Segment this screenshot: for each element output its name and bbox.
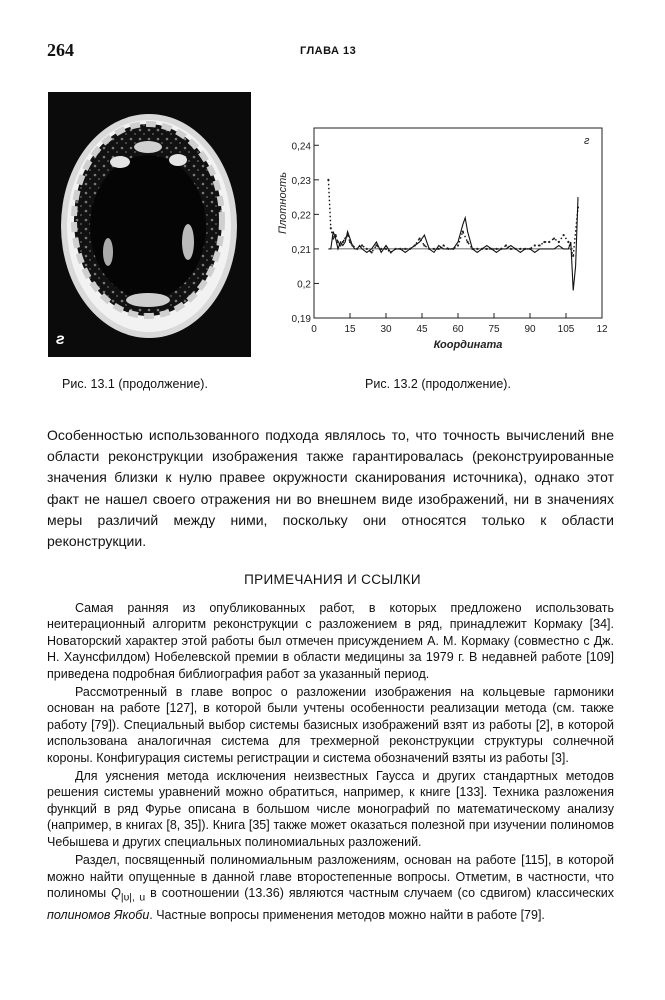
series-2-point [371, 251, 373, 253]
plot-frame [314, 128, 602, 318]
series-2-point [510, 248, 512, 250]
series-2-point [433, 248, 435, 250]
series-2-point [395, 248, 397, 250]
x-tick-label: 105 [557, 324, 575, 335]
series-2-point [327, 179, 329, 181]
x-tick-label: 0 [311, 324, 317, 335]
y-tick-label: 0,2 [297, 279, 311, 291]
figure-caption-13-1: Рис. 13.1 (продолжение). [62, 377, 208, 391]
x-tick-label: 12 [596, 324, 608, 335]
series-2-point [486, 248, 488, 250]
series-2-point [572, 255, 574, 257]
x-tick-label: 60 [452, 324, 464, 335]
reconstruction-image [48, 92, 251, 357]
series-2-point [462, 231, 464, 233]
series-2-point [443, 244, 445, 246]
series-2-point [558, 241, 560, 243]
polynomial-subscript: |υ|, u [120, 892, 146, 904]
y-tick-label: 0,21 [291, 244, 311, 256]
series-2-point [356, 248, 358, 250]
chapter-header: ГЛАВА 13 [300, 45, 357, 57]
x-axis-label: Координата [433, 339, 503, 351]
series-2-point [335, 234, 337, 236]
reconstruction-image-drawing [48, 92, 251, 357]
figure-caption-13-2: Рис. 13.2 (продолжение). [365, 377, 511, 391]
series-2-point [349, 241, 351, 243]
series-2-point [423, 244, 425, 246]
density-chart [262, 118, 632, 363]
series-2-point [339, 244, 341, 246]
series-2-point [481, 248, 483, 250]
series-2-point [375, 244, 377, 246]
series-2-point [351, 244, 353, 246]
series-2-point [399, 248, 401, 250]
intro-paragraph [47, 425, 614, 552]
note-paragraph-2: Рассмотренный в главе вопрос о разложении изображения на кольцевые гармоники основан на работе [127], в которой были учтены особенности реализации метода (см. также работу [79]). Специальный выбор системы базисных изображений взят из работы [2], в которой использована аналогичная система для трехмерной реконструкции структуры солнечной короны. Конфигурация системы регистрации и система обозначений взяты из работы [3]. [47, 685, 614, 765]
series-2-point [347, 234, 349, 236]
x-tick-label: 90 [524, 324, 536, 335]
polynomial-symbol: Q [111, 885, 121, 900]
series-2-point [529, 248, 531, 250]
page-number: 264 [47, 40, 74, 60]
intro-text: Особенностью использованного подхода являлось то, что точность вычислений вне области реконструкции изображения также гарантировалась (реконструированные значения близки к нулю правее окружности сканирования источника), однако этот факт не нашел своего отражения ни во внешнем виде изображений, ни в значениях меры различий между ними, поскольку они относятся только к области реконструкции. [47, 427, 614, 550]
series-2-point [438, 248, 440, 250]
y-tick-label: 0,22 [291, 210, 311, 222]
series-2-point [330, 227, 332, 229]
series-line-1 [328, 197, 578, 290]
series-2-point [332, 237, 334, 239]
y-tick-label: 0,23 [291, 175, 311, 187]
series-2-point [457, 244, 459, 246]
series-2-point [414, 244, 416, 246]
series-2-point [361, 244, 363, 246]
series-2-point [428, 248, 430, 250]
note-paragraph-1: Самая ранняя из опубликованных работ, в которых предложено использовать неитерационный алгоритм реконструкции с разложением в ряд, принадлежит Кормаку [34]. Новаторский характер этой работы был отмечен присуждением А. М. Кормаку (совместно с Дж. Н. Хаунсфилдом) Нобелевской премии в области медицины за 1979 г. В недавней работе [109] приведена подробная библиография работ за указанный период. [47, 601, 614, 681]
series-2-point [543, 241, 545, 243]
series-2-point [344, 237, 346, 239]
x-tick-label: 15 [344, 324, 356, 335]
panel-letter-right: г [584, 135, 590, 147]
series-2-point [447, 248, 449, 250]
series-2-point [534, 244, 536, 246]
series-2-point [539, 244, 541, 246]
series-2-point [409, 248, 411, 250]
density-chart-svg [262, 118, 632, 363]
series-2-point [380, 248, 382, 250]
series-2-point [519, 248, 521, 250]
series-2-point [577, 206, 579, 208]
series-line-2 [328, 180, 578, 256]
series-2-point [476, 248, 478, 250]
notes-section [47, 600, 614, 925]
note-paragraph-4 [47, 852, 614, 923]
y-axis-label: Плотность [277, 171, 289, 235]
series-2-point [342, 241, 344, 243]
series-2-point [467, 241, 469, 243]
series-2-point [452, 248, 454, 250]
series-2-point [404, 248, 406, 250]
note-4-part-b: в соотношении (13.36) являются частным случаем (со сдвигом) классических [145, 885, 614, 900]
series-2-point [553, 237, 555, 239]
series-2-point [491, 248, 493, 250]
series-2-point [385, 248, 387, 250]
x-tick-label: 75 [488, 324, 500, 335]
series-2-point [366, 248, 368, 250]
y-tick-label: 0,24 [291, 141, 311, 153]
series-2-point [548, 241, 550, 243]
series-2-point [567, 241, 569, 243]
series-2-point [524, 248, 526, 250]
series-2-point [500, 248, 502, 250]
jacobi-polynomials: полиномов Якоби [47, 907, 150, 922]
section-title: ПРИМЕЧАНИЯ И ССЫЛКИ [244, 572, 421, 587]
note-4-part-a: Раздел, посвященный полиномиальным разложениям, основан на работе [115], в которой можно найти опущенные в данной главе второстепенные вопросы. Отметим, в частности, что полиномы [47, 853, 614, 900]
series-2-point [495, 248, 497, 250]
series-2-point [419, 237, 421, 239]
series-2-point [505, 244, 507, 246]
series-2-point [515, 248, 517, 250]
panel-letter-left: г [56, 331, 65, 348]
y-tick-label: 0,19 [291, 314, 311, 325]
series-2-point [390, 251, 392, 253]
series-2-point [563, 234, 565, 236]
note-4-part-c: . Частные вопросы применения методов можно найти в работе [79]. [149, 907, 545, 922]
series-2-point [337, 241, 339, 243]
note-paragraph-3: Для уяснения метода исключения неизвестных Гаусса и других стандартных методов решения системы уравнений можно обратиться, например, к книге [133]. Техника разложения функций в ряд Фурье описана в большом числе монографий по математическому анализу (например, в книгах [8, 35]). Книга [35] также может оказаться полезной при изучении полиномов Чебышева и других специальных полиномиальных разложений. [47, 769, 614, 849]
series-2-point [471, 248, 473, 250]
x-tick-label: 45 [416, 324, 428, 335]
x-tick-label: 30 [380, 324, 392, 335]
